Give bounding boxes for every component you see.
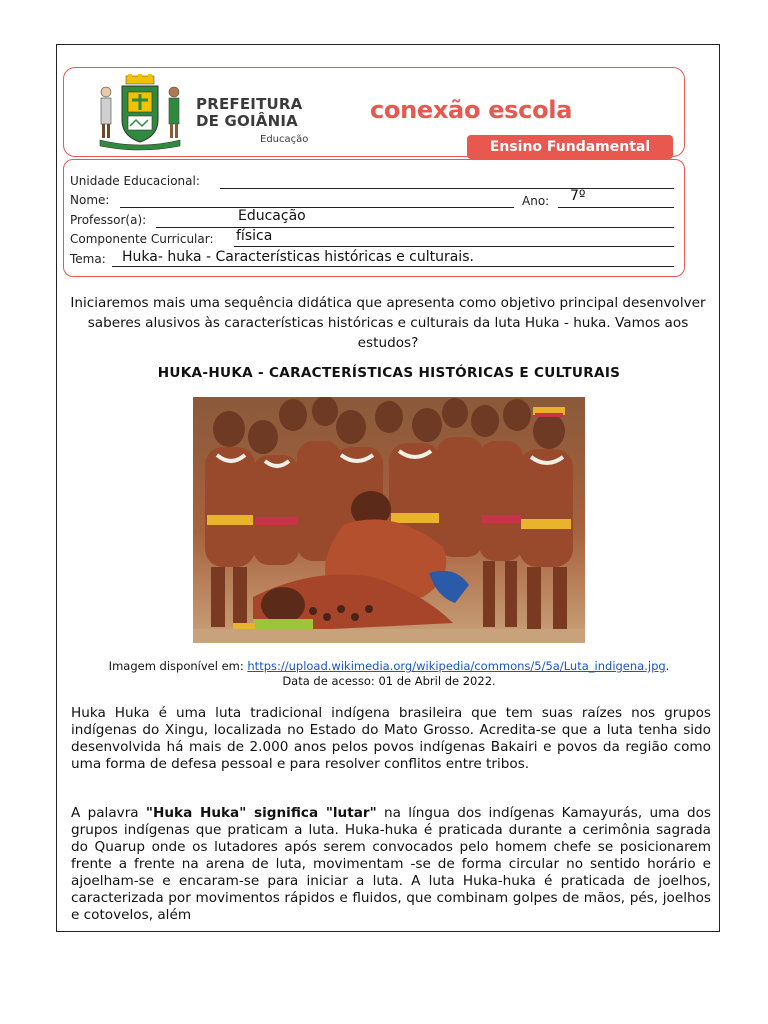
nome-label: Nome:	[70, 193, 110, 207]
student-info-form	[63, 159, 685, 277]
government-name-line1: PREFEITURA	[196, 95, 303, 113]
componente-field[interactable]	[234, 246, 674, 247]
paragraph-1: Huka Huka é uma luta tradicional indígena brasileira que tem suas raízes nos grupos indígenas do Xingu, localizada no Estado do Mato Grosso. Acredita-se que a luta tenha sido desenvolvida há mais de 2.000 anos pelos povos indígenas Bakairi e povos da região como uma forma de defesa pessoal e para resolver conflitos entre tribos.	[71, 705, 711, 772]
government-name-line2: DE GOIÂNIA	[196, 112, 298, 130]
paragraph-2-lead: A palavra	[71, 805, 146, 821]
unidade-label: Unidade Educacional:	[70, 174, 200, 188]
government-name	[196, 96, 302, 130]
ano-value: 7º	[570, 188, 586, 204]
paragraph-2-bold: "Huka Huka" significa "lutar"	[145, 805, 377, 821]
intro-text: Iniciaremos mais uma sequência didática que apresenta como objetivo principal desenvolver saberes alusivos às características históricas e culturais da luta Huka - huka. Vamos aos estudos?	[70, 295, 706, 351]
goiania-crest-logo	[92, 74, 188, 152]
componente-value: física	[236, 228, 273, 244]
huka-huka-photo	[193, 397, 585, 643]
document-page	[56, 44, 720, 932]
image-credit	[57, 659, 720, 689]
image-source-link[interactable]: https://upload.wikimedia.org/wikipedia/commons/5/5a/Luta_indigena.jpg	[247, 659, 666, 673]
ano-field[interactable]	[558, 207, 674, 208]
section-title: HUKA-HUKA - CARACTERÍSTICAS HISTÓRICAS E CULTURAIS	[157, 365, 621, 381]
paragraph-2	[71, 805, 711, 924]
image-credit-suffix: .	[665, 659, 670, 673]
unidade-field[interactable]	[220, 188, 674, 189]
tema-field[interactable]	[112, 266, 674, 267]
paragraph-2-rest: na língua dos indígenas Kamayurás, uma dos grupos indígenas que praticam a luta. Huka-huka é praticada durante a cerimônia sagrada do Quarup onde os lutadores após serem convocados pelo homem chefe se posicionarem frente a frente na arena de luta, movimentam -se de forma circular no sentido horário e ajoelham-se e encaram-se para iniciar a luta. A luta Huka-huka é praticada de joelhos, caracterizada por movimentos rápidos e fluidos, que combinam golpes de mãos, pés, joelhos e cotovelos, além	[71, 805, 711, 923]
componente-label: Componente Curricular:	[70, 232, 214, 246]
tema-value: Huka- huka - Características históricas e culturais.	[122, 249, 474, 265]
professor-value: Educação	[238, 208, 306, 224]
ano-label: Ano:	[522, 194, 550, 208]
tema-label: Tema:	[70, 252, 106, 266]
level-badge: Ensino Fundamental	[467, 135, 673, 159]
professor-label: Professor(a):	[70, 213, 147, 227]
brand-logo-text: conexão escola	[370, 96, 573, 124]
image-access-date: Data de acesso: 01 de Abril de 2022.	[282, 674, 496, 688]
nome-field[interactable]	[120, 207, 514, 208]
image-credit-prefix: Imagem disponível em:	[108, 659, 248, 673]
professor-field[interactable]	[156, 227, 674, 228]
government-subtitle: Educação	[260, 134, 309, 145]
